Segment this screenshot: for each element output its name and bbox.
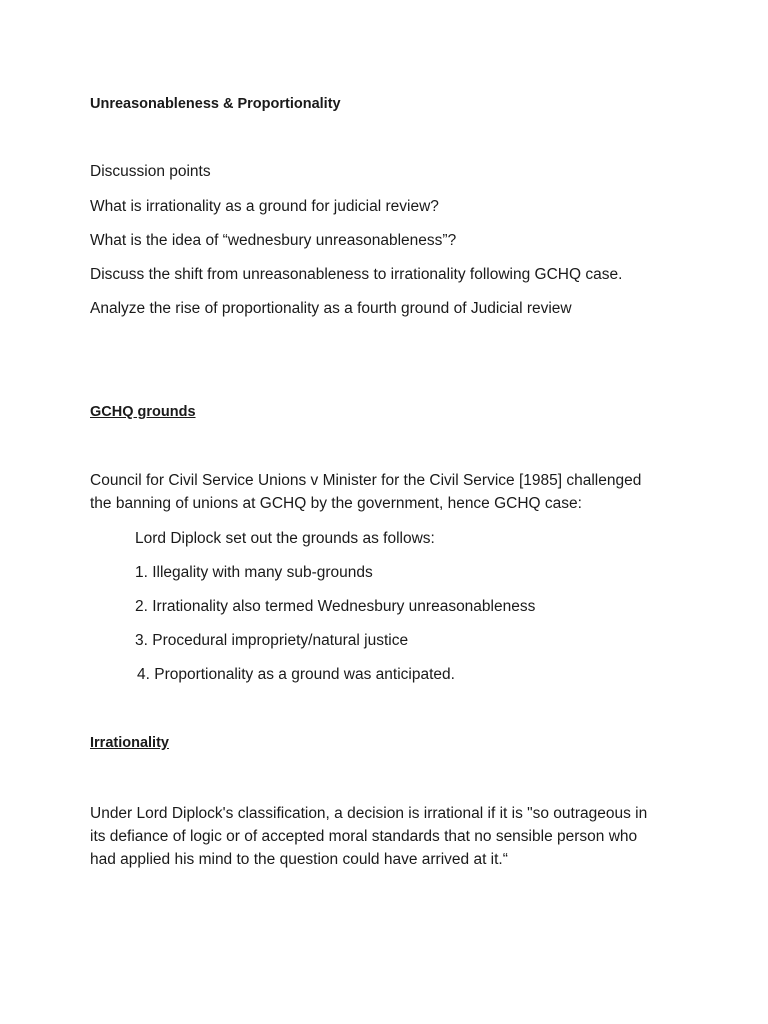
- gchq-paragraph-line-2: the banning of unions at GCHQ by the government, hence GCHQ case:: [90, 495, 582, 512]
- document-title: Unreasonableness & Proportionality: [90, 96, 341, 112]
- irrationality-paragraph-line-3: had applied his mind to the question could have arrived at it.“: [90, 851, 508, 868]
- gchq-paragraph-line-1: Council for Civil Service Unions v Minister for the Civil Service [1985] challenged: [90, 472, 642, 489]
- gchq-heading: GCHQ grounds: [90, 404, 196, 420]
- irrationality-paragraph-line-1: Under Lord Diplock's classification, a decision is irrational if it is "so outrageous in: [90, 805, 648, 822]
- irrationality-heading: Irrationality: [90, 735, 169, 751]
- discussion-point-3: Discuss the shift from unreasonableness to irrationality following GCHQ case.: [90, 266, 623, 283]
- gchq-ground-2: 2. Irrationality also termed Wednesbury unreasonableness: [135, 598, 536, 615]
- gchq-ground-3: 3. Procedural impropriety/natural justice: [135, 632, 409, 649]
- gchq-ground-4: 4. Proportionality as a ground was anticipated.: [137, 666, 455, 683]
- discussion-heading: Discussion points: [90, 163, 211, 180]
- irrationality-paragraph-line-2: its defiance of logic or of accepted moral standards that no sensible person who: [90, 828, 638, 845]
- discussion-point-4: Analyze the rise of proportionality as a fourth ground of Judicial review: [90, 300, 572, 317]
- gchq-ground-1: 1. Illegality with many sub-grounds: [135, 564, 373, 581]
- discussion-point-2: What is the idea of “wednesbury unreasonableness”?: [90, 232, 457, 249]
- gchq-intro: Lord Diplock set out the grounds as follows:: [135, 530, 435, 547]
- discussion-point-1: What is irrationality as a ground for judicial review?: [90, 198, 439, 215]
